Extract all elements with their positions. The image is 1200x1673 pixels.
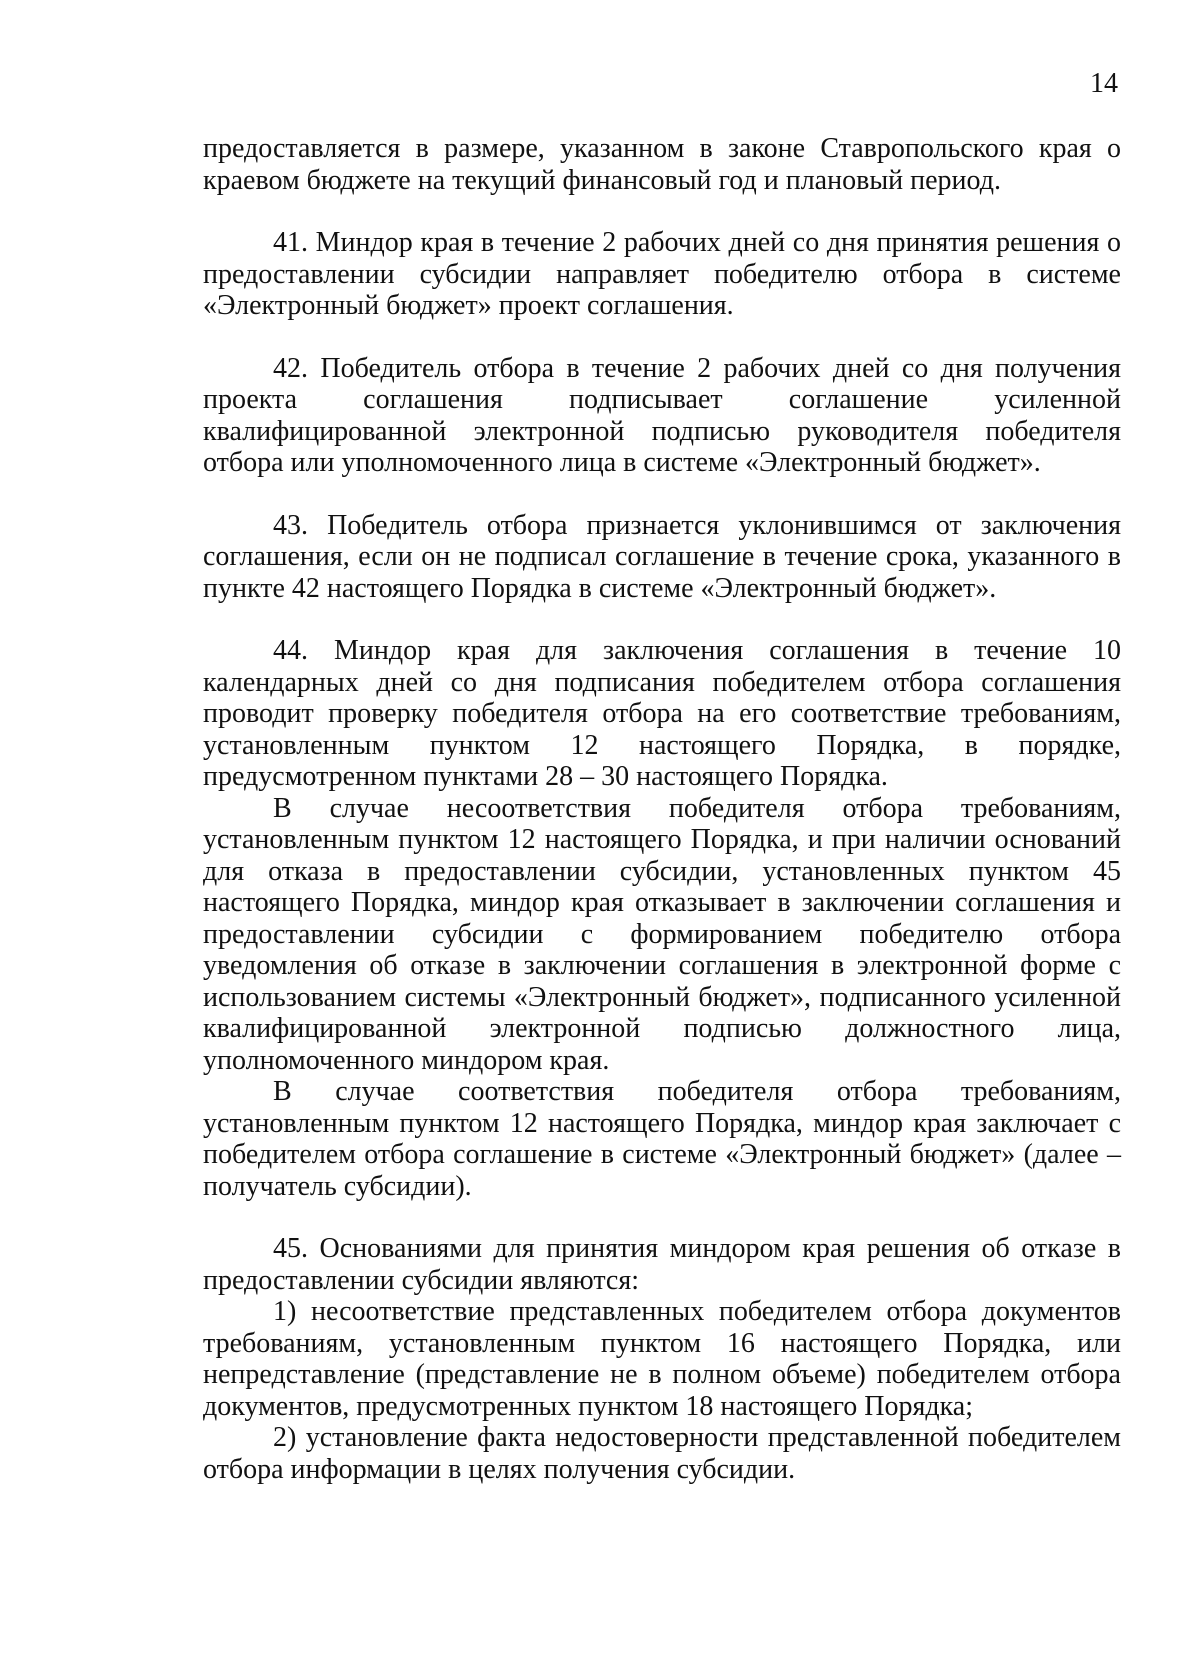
paragraph-43: 43. Победитель отбора признается уклонившимся от заключения соглашения, если он не подписал соглашение в течение срока, указанного в пункте 42 настоящего Порядка в системе «Электронный бюджет». xyxy=(203,509,1121,604)
document-body xyxy=(203,133,1121,1485)
paragraph-44: 44. Миндор края для заключения соглашения в течение 10 календарных дней со дня подписания победителем отбора соглашения проводит проверку победителя отбора на его соответствие требованиям, установленным пунктом 12 настоящего Порядка, в порядке, предусмотренном пунктами 28 – 30 настоящего Порядка. xyxy=(203,635,1121,792)
paragraph-44-refusal: В случае несоответствия победителя отбора требованиям, установленным пунктом 12 настоящего Порядка, и при наличии оснований для отказа в предоставлении субсидии, установленных пунктом 45 настоящего Порядка, миндор края отказывает в заключении соглашения и предоставлении субсидии с формированием победителю отбора уведомления об отказе в заключении соглашения в электронной форме с использованием системы «Электронный бюджет», подписанного усиленной квалифицированной электронной подписью должностного лица, уполномоченного миндором края. xyxy=(203,792,1121,1076)
paragraph-continuation: предоставляется в размере, указанном в законе Ставропольского края о краевом бюджете на текущий финансовый год и плановый период. xyxy=(203,133,1121,196)
paragraph-45-item-2: 2) установление факта недостоверности представленной победителем отбора информации в целях получения субсидии. xyxy=(203,1422,1121,1485)
paragraph-45-item-1: 1) несоответствие представленных победителем отбора документов требованиям, установленным пунктом 16 настоящего Порядка, или непредставление (представление не в полном объеме) победителем отбора документов, предусмотренных пунктом 18 настоящего Порядка; xyxy=(203,1296,1121,1422)
page-number: 14 xyxy=(1090,68,1118,99)
paragraph-42: 42. Победитель отбора в течение 2 рабочих дней со дня получения проекта соглашения подписывает соглашение усиленной квалифицированной электронной подписью руководителя победителя отбора или уполномоченного лица в системе «Электронный бюджет». xyxy=(203,352,1121,478)
paragraph-44-agreement: В случае соответствия победителя отбора требованиям, установленным пунктом 12 настоящего Порядка, миндор края заключает с победителем отбора соглашение в системе «Электронный бюджет» (далее – получатель субсидии). xyxy=(203,1076,1121,1202)
paragraph-41: 41. Миндор края в течение 2 рабочих дней со дня принятия решения о предоставлении субсидии направляет победителю отбора в системе «Электронный бюджет» проект соглашения. xyxy=(203,227,1121,321)
paragraph-45: 45. Основаниями для принятия миндором края решения об отказе в предоставлении субсидии являются: xyxy=(203,1233,1121,1296)
